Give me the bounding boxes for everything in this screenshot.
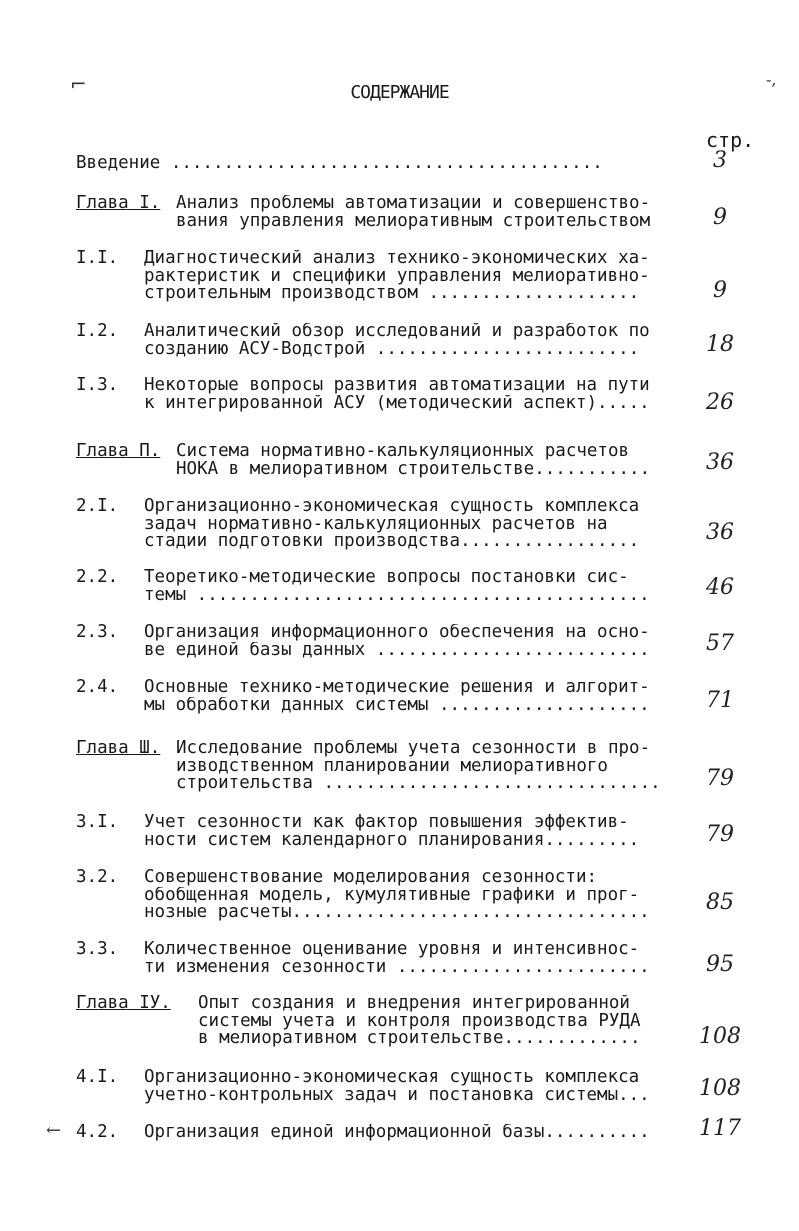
toc-page-number: 85 xyxy=(706,890,734,915)
toc-entry xyxy=(76,323,676,358)
toc-label: 3.I. xyxy=(76,814,119,832)
corner-mark-left: ⌐ xyxy=(70,72,87,96)
toc-line xyxy=(76,679,676,697)
toc-entry xyxy=(76,679,676,714)
toc-label: 3.3. xyxy=(76,941,119,959)
toc-entry xyxy=(76,869,676,922)
toc-entry xyxy=(76,498,676,551)
toc-label: 4.2. xyxy=(76,1124,119,1142)
toc-text: Система нормативно-калькуляционных расчетов xyxy=(176,443,630,461)
toc-line: рактеристик и специфики управления мелиоративно- xyxy=(144,267,650,285)
toc-page-number: 3 xyxy=(713,148,727,173)
toc-line: системы учета и контроля производства РУДА xyxy=(198,1012,641,1030)
toc-page-number: 71 xyxy=(706,688,734,713)
toc-entry xyxy=(76,155,676,173)
toc-chapter xyxy=(76,995,676,1048)
toc-page-number: 18 xyxy=(706,332,734,357)
toc-line: в мелиоративном строительстве............. xyxy=(198,1030,641,1048)
toc-line: мы обработки данных системы .................... xyxy=(144,696,650,714)
toc-line: созданию АСУ-Водстрой ......................... xyxy=(144,340,640,358)
toc-label: 3.2. xyxy=(76,869,119,887)
toc-text: Количественное оценивание уровня и интенсивнос- xyxy=(144,941,640,959)
toc-label: Глава П. xyxy=(76,443,161,461)
toc-text: Исследование проблемы учета сезонности в про- xyxy=(176,740,651,758)
toc-label: 2.I. xyxy=(76,498,119,516)
toc-line xyxy=(76,443,676,461)
toc-chapter xyxy=(76,740,676,793)
toc-text: Некоторые вопросы развития автоматизации на пути xyxy=(144,377,650,395)
toc-line xyxy=(76,498,676,516)
toc-label: 2.2. xyxy=(76,569,119,587)
toc-text: Аналитический обзор исследований и разработок по xyxy=(144,323,650,341)
toc-line: ти изменения сезонности ........................ xyxy=(144,958,650,976)
toc-text: Учет сезонности как фактор повышения эффектив- xyxy=(144,814,629,832)
toc-line: к интегрированной АСУ (методический аспект)..... xyxy=(144,394,650,412)
toc-page-number: 9 xyxy=(713,205,727,230)
toc-chapter xyxy=(76,195,676,230)
toc-text: Опыт создания и внедрения интегрированной xyxy=(198,995,630,1013)
toc-label: Глава Ш. xyxy=(76,740,161,758)
toc-entry xyxy=(76,941,676,976)
toc-page-number: 79 xyxy=(706,766,734,791)
toc-line xyxy=(76,1124,676,1142)
toc-text: Организация информационного обеспечения на осно- xyxy=(144,624,650,642)
toc-entry xyxy=(76,250,676,303)
toc-line xyxy=(76,624,676,642)
toc-label: 2.3. xyxy=(76,624,119,642)
toc-line xyxy=(76,869,676,887)
toc-line: вания управления мелиоративным строительством xyxy=(176,212,651,230)
toc-text: Организация единой информационной базы.......... xyxy=(144,1124,650,1142)
toc-page-number: 108 xyxy=(699,1024,741,1049)
corner-mark-right: -, xyxy=(766,70,777,89)
toc-text: Анализ проблемы автоматизации и совершенство- xyxy=(176,195,651,213)
toc-line xyxy=(76,995,676,1013)
toc-page-number: 57 xyxy=(706,631,734,656)
toc-line: нозные расчеты.................................. xyxy=(144,904,650,922)
toc-line xyxy=(76,1069,676,1087)
toc-text: Теоретико-методические вопросы постановки сис- xyxy=(144,569,629,587)
arrow-mark: ← xyxy=(46,1120,62,1141)
toc-line: НОКА в мелиоративном строительстве........... xyxy=(176,460,651,478)
toc-page-number: 46 xyxy=(706,575,734,600)
toc-label: I.2. xyxy=(76,323,119,341)
toc-line xyxy=(76,740,676,758)
toc-line xyxy=(76,814,676,832)
toc-line: задач нормативно-калькуляционных расчетов на xyxy=(144,515,608,533)
toc-entry xyxy=(76,814,676,849)
toc-text: Основные технико-методические решения и алгорит- xyxy=(144,679,650,697)
toc-text: Диагностический анализ технико-экономических ха- xyxy=(144,250,650,268)
toc-page-number: 26 xyxy=(706,390,734,415)
toc-label: Глава IУ. xyxy=(76,995,171,1013)
toc-entry xyxy=(76,569,676,604)
toc-chapter xyxy=(76,443,676,478)
toc-page-number: 9 xyxy=(713,278,727,303)
toc-line: ности систем календарного планирования......... xyxy=(144,831,640,849)
toc-line: изводственном планировании мелиоративного xyxy=(176,757,608,775)
toc-line xyxy=(76,250,676,268)
toc-page-number: 36 xyxy=(706,520,734,545)
page-title: СОДЕРЖАНИЕ xyxy=(350,82,449,103)
toc-line: ве единой базы данных .......................... xyxy=(144,641,650,659)
toc-entry xyxy=(76,1124,676,1142)
toc-line xyxy=(76,323,676,341)
toc-line: учетно-контрольных задач и постановка системы... xyxy=(144,1086,650,1104)
toc-line xyxy=(76,569,676,587)
toc-line xyxy=(76,941,676,959)
toc-label: 2.4. xyxy=(76,679,119,697)
toc-line xyxy=(76,195,676,213)
toc-line: стадии подготовки производства................. xyxy=(144,533,640,551)
toc-text: Организационно-экономическая сущность комплекса xyxy=(144,1069,640,1087)
toc-label: 4.I. xyxy=(76,1069,119,1087)
toc-page-number: 117 xyxy=(699,1116,741,1141)
toc-line: темы ........................................... xyxy=(144,586,650,604)
toc-text: Совершенствование моделирования сезонности: xyxy=(144,869,598,887)
toc-page-number: 36 xyxy=(706,450,734,475)
toc-text: Организационно-экономическая сущность комплекса xyxy=(144,498,640,516)
toc-label: I.I. xyxy=(76,250,119,268)
toc-line: обобщенная модель, кумулятивные графики и прог- xyxy=(144,886,640,904)
toc-line xyxy=(76,377,676,395)
toc-label: I.3. xyxy=(76,377,119,395)
toc-page-number: 95 xyxy=(706,952,734,977)
toc-entry xyxy=(76,1069,676,1104)
toc-page-number: 79 xyxy=(706,822,734,847)
toc-entry xyxy=(76,377,676,412)
toc-line: строительным производством .................... xyxy=(144,285,640,303)
toc-line: строительства ................................ xyxy=(176,775,661,793)
toc-label: Глава I. xyxy=(76,195,161,213)
toc-entry xyxy=(76,624,676,659)
toc-page-number: 108 xyxy=(699,1076,741,1101)
toc-line: Введение ......................................... xyxy=(76,155,603,173)
page-column-header: стр. xyxy=(706,128,755,152)
